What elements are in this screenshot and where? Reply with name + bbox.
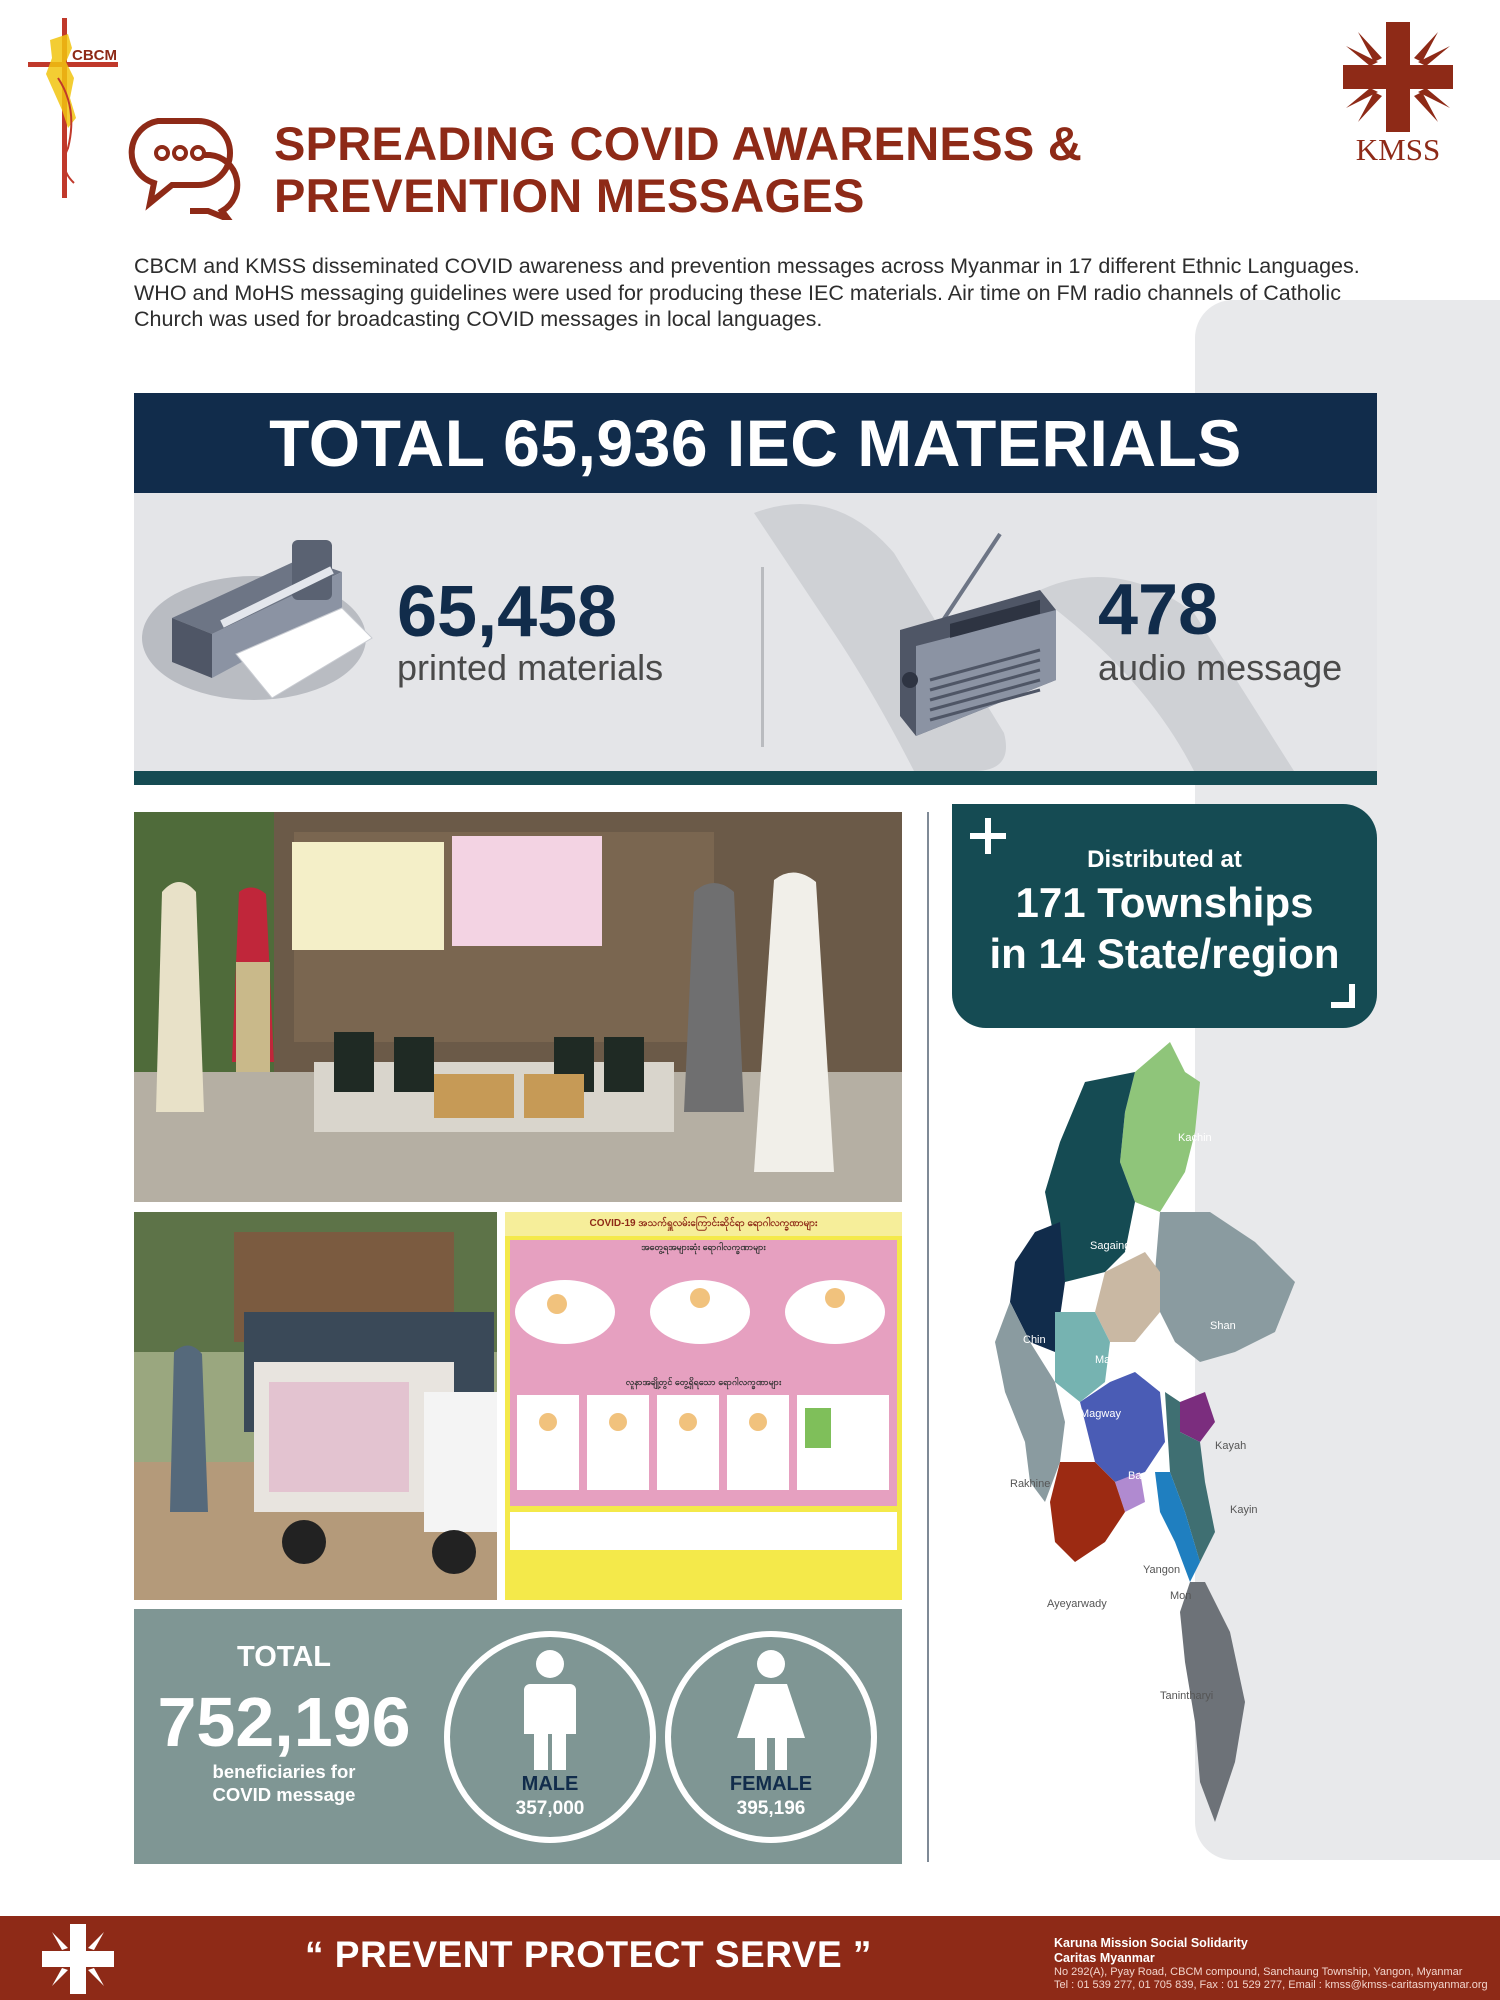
beneficiaries-caption-line-1: beneficiaries for [212,1761,356,1782]
map-label-kachin: Kachin [1178,1132,1212,1144]
printed-materials-value: 65,458 [397,572,618,652]
beneficiaries-panel [134,1609,902,1864]
caritas-logo-icon [42,1924,114,1994]
myanmar-map [985,1042,1305,1857]
map-label-magway: Magway [1080,1408,1121,1420]
audio-message-label: audio message [1098,647,1343,688]
title-line-1: SPREADING COVID AWARENESS & [274,117,1083,170]
male-value: 357,000 [515,1798,585,1819]
intro-paragraph: CBCM and KMSS disseminated COVID awareness and prevention messages across Myanmar in 17 different Ethnic Languages. WHO and MoHS messaging guidelines were used for producing these IEC materials. Air time on FM radio channels of Catholic Church was used for broadcasting COVID messages in local languages. [134,254,1360,331]
kmss-logo-text: KMSS [1355,132,1441,167]
slogan: “ PREVENT PROTECT SERVE ” [305,1934,872,1975]
male-circle [444,1631,656,1843]
page-title [274,118,1174,222]
stats-separator [761,567,764,747]
map-label-yangon: Yangon [1143,1564,1181,1576]
kmss-logo [1338,22,1458,170]
title-line-2: PREVENTION MESSAGES [274,169,865,222]
map-label-kayin: Kayin [1230,1504,1258,1516]
female-icon [671,1642,871,1772]
footer-address: No 292(A), Pyay Road, CBCM compound, Sanchaung Township, Yangon, Myanmar [1054,1966,1463,1978]
region-tanintharyi [1180,1582,1245,1822]
region-shan [1155,1212,1295,1362]
audio-message-value: 478 [1098,570,1219,650]
beneficiaries-total-label: TOTAL [237,1641,331,1673]
female-value: 395,196 [736,1798,806,1819]
map-label-mon: Mon [1170,1590,1192,1602]
male-icon [450,1642,650,1772]
female-circle [665,1631,877,1843]
distribution-regions: in 14 State/region [989,930,1340,977]
speech-bubbles-icon [118,115,246,220]
map-label-sagaing: Sagaing [1090,1240,1131,1252]
map-label-bago: Bago [1128,1470,1154,1482]
map-label-ayeyarwady: Ayeyarwady [1047,1598,1107,1610]
poster-section-2: လူနာအချို့တွင် တွေ့ရှိရသော ရောဂါလက္ခဏာများ [625,1377,782,1387]
column-separator [927,812,929,1862]
footer-contact: Tel : 01 539 277, 01 705 839, Fax : 01 529 277, Email : kmss@kmss-caritasmyanmar.org [1054,1979,1488,1991]
distribution-subtitle: Distributed at [1087,846,1242,873]
printer-icon [142,528,378,710]
distribution-headline [952,877,1377,979]
map-label-tanintharyi: Tanintharyi [1160,1690,1214,1702]
corner-bracket-icon [1331,984,1355,1008]
footer-org-subtitle: Caritas Myanmar [1054,1951,1155,1965]
female-label: FEMALE [729,1773,813,1795]
radio-icon [890,530,1060,740]
region-kachin [1120,1042,1200,1212]
beneficiaries-caption [134,1760,434,1806]
distribution-townships: 171 Townships [1015,879,1314,926]
photo-awareness-truck [134,1212,497,1600]
footer [0,1916,1500,2000]
cbcm-logo-text: CBCM [72,47,117,64]
male-label: MALE [521,1773,579,1795]
covid-symptoms-poster [505,1212,902,1600]
region-kayah [1180,1392,1215,1442]
photo-distribution-group [134,812,902,1202]
cbcm-logo [28,18,128,198]
map-label-chin: Chin [1023,1334,1046,1346]
total-iec-materials-banner: TOTAL 65,936 IEC MATERIALS [134,393,1377,493]
map-label-shan: Shan [1210,1320,1236,1332]
map-label-kayah: Kayah [1215,1440,1247,1452]
distribution-box [952,804,1377,1028]
printed-materials-label: printed materials [397,647,664,688]
poster-section-1: အတွေ့ရအများဆုံး ရောဂါလက္ခဏာများ [641,1242,766,1252]
stats-divider-rule [134,771,1377,785]
map-label-rakhine: Rakhine [1010,1478,1051,1490]
footer-org-name: Karuna Mission Social Solidarity [1054,1936,1248,1950]
beneficiaries-caption-line-2: COVID message [212,1784,356,1805]
beneficiaries-total-value: 752,196 [157,1683,411,1761]
map-label-mandalay: Mandalay [1095,1354,1143,1366]
poster-title: COVID-19 အသက်ရှူလမ်းကြောင်းဆိုင်ရာ ရောဂါလက္ခဏာများ [505,1212,902,1236]
